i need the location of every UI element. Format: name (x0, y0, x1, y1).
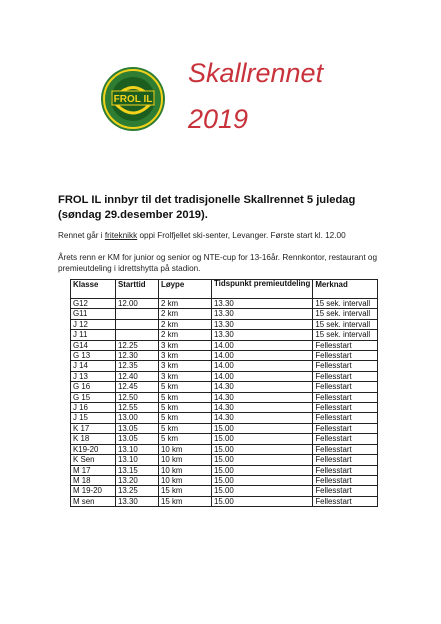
cell-starttid: 13.15 (116, 465, 159, 475)
cell-starttid: 12.30 (116, 351, 159, 361)
title-line2: 2019 (188, 104, 249, 134)
cell-loype: 10 km (159, 444, 212, 454)
cell-starttid (116, 330, 159, 340)
cell-merknad: Fellesstart (313, 382, 378, 392)
cell-merknad: Fellesstart (313, 361, 378, 371)
cell-starttid: 13.05 (116, 423, 159, 433)
cell-klasse: M 18 (71, 475, 116, 485)
cell-merknad: 15 sek. intervall (313, 299, 378, 309)
para1-after: oppi Frolfjellet ski-senter, Levanger. Første start kl. 12.00 (137, 231, 346, 240)
cell-starttid (116, 309, 159, 319)
cell-premieutdeling: 15.00 (212, 465, 313, 475)
table-row (71, 444, 378, 454)
cell-premieutdeling: 14.00 (212, 351, 313, 361)
cell-klasse: J 11 (71, 330, 116, 340)
cell-loype: 15 km (159, 486, 212, 496)
cell-loype: 5 km (159, 403, 212, 413)
cell-klasse: K 17 (71, 423, 116, 433)
cell-merknad: Fellesstart (313, 351, 378, 361)
cell-premieutdeling: 13.30 (212, 319, 313, 329)
cell-premieutdeling: 13.30 (212, 299, 313, 309)
cell-premieutdeling: 13.30 (212, 309, 313, 319)
cell-merknad: Fellesstart (313, 465, 378, 475)
cell-loype: 10 km (159, 465, 212, 475)
cell-merknad: 15 sek. intervall (313, 309, 378, 319)
table-row (71, 434, 378, 444)
intro-text: FROL IL innbyr til det tradisjonelle Skallrennet 5 juledag (søndag 29.desember 2019). (58, 194, 356, 221)
cell-loype: 5 km (159, 434, 212, 444)
table-row (71, 423, 378, 433)
cell-klasse: K Sen (71, 455, 116, 465)
col-header-starttid: Starttid (116, 280, 159, 299)
table-row (71, 403, 378, 413)
cell-starttid: 12.35 (116, 361, 159, 371)
cell-klasse: J 16 (71, 403, 116, 413)
table-row (71, 475, 378, 485)
table-row (71, 361, 378, 371)
table-row (71, 309, 378, 319)
cell-klasse: G 13 (71, 351, 116, 361)
cell-premieutdeling: 14.00 (212, 371, 313, 381)
cell-merknad: Fellesstart (313, 413, 378, 423)
cell-starttid (116, 319, 159, 329)
cell-merknad: Fellesstart (313, 434, 378, 444)
cell-loype: 3 km (159, 351, 212, 361)
cell-klasse: J 13 (71, 371, 116, 381)
cell-loype: 15 km (159, 496, 212, 506)
cell-klasse: G 15 (71, 392, 116, 402)
cell-merknad: Fellesstart (313, 392, 378, 402)
table-row (71, 371, 378, 381)
cell-klasse: K19-20 (71, 444, 116, 454)
schedule-table (70, 279, 378, 507)
cell-premieutdeling: 15.00 (212, 496, 313, 506)
cell-starttid: 12.55 (116, 403, 159, 413)
cell-starttid: 13.05 (116, 434, 159, 444)
cell-premieutdeling: 14.30 (212, 392, 313, 402)
logo-text: FROL IL (113, 94, 153, 105)
table-row (71, 330, 378, 340)
cell-merknad: Fellesstart (313, 486, 378, 496)
cell-premieutdeling: 15.00 (212, 434, 313, 444)
cell-premieutdeling: 15.00 (212, 486, 313, 496)
cell-loype: 2 km (159, 319, 212, 329)
cell-premieutdeling: 15.00 (212, 444, 313, 454)
cell-merknad: Fellesstart (313, 475, 378, 485)
friteknikk-link[interactable]: friteknikk (104, 231, 138, 240)
table-row (71, 340, 378, 350)
cell-merknad: Fellesstart (313, 403, 378, 413)
cell-premieutdeling: 14.30 (212, 403, 313, 413)
table-row (71, 465, 378, 475)
cell-starttid: 12.50 (116, 392, 159, 402)
cell-premieutdeling: 15.00 (212, 423, 313, 433)
cell-starttid: 12.25 (116, 340, 159, 350)
cell-loype: 5 km (159, 423, 212, 433)
cell-loype: 2 km (159, 309, 212, 319)
cell-klasse: J 15 (71, 413, 116, 423)
cell-starttid: 13.20 (116, 475, 159, 485)
frol-il-logo (100, 66, 166, 132)
cell-klasse: G14 (71, 340, 116, 350)
cell-loype: 3 km (159, 340, 212, 350)
col-header-merknad: Merknad (313, 280, 378, 299)
table-header-row (71, 280, 378, 299)
cell-starttid: 13.10 (116, 455, 159, 465)
cell-merknad: Fellesstart (313, 444, 378, 454)
table-row (71, 455, 378, 465)
cell-klasse: J 12 (71, 319, 116, 329)
cell-merknad: 15 sek. intervall (313, 330, 378, 340)
table-row (71, 496, 378, 506)
cell-loype: 10 km (159, 455, 212, 465)
cell-starttid: 12.40 (116, 371, 159, 381)
table-row (71, 382, 378, 392)
cell-klasse: G12 (71, 299, 116, 309)
cell-starttid: 12.45 (116, 382, 159, 392)
table-row (71, 351, 378, 361)
cell-klasse: J 14 (71, 361, 116, 371)
cell-loype: 5 km (159, 413, 212, 423)
cell-loype: 3 km (159, 371, 212, 381)
cell-merknad: Fellesstart (313, 423, 378, 433)
cell-premieutdeling: 14.00 (212, 361, 313, 371)
col-header-klasse: Klasse (71, 280, 116, 299)
cell-starttid: 13.25 (116, 486, 159, 496)
paragraph-event-info: Årets renn er KM for junior og senior og NTE-cup for 13-16år. Rennkontor, restaurant og premieutdeling i idrettshytta på stadion. (58, 253, 378, 273)
cell-loype: 5 km (159, 382, 212, 392)
cell-merknad: 15 sek. intervall (313, 319, 378, 329)
cell-klasse: M 17 (71, 465, 116, 475)
cell-starttid: 13.10 (116, 444, 159, 454)
cell-starttid: 12.00 (116, 299, 159, 309)
cell-premieutdeling: 15.00 (212, 455, 313, 465)
cell-klasse: G11 (71, 309, 116, 319)
cell-loype: 2 km (159, 299, 212, 309)
cell-merknad: Fellesstart (313, 340, 378, 350)
cell-klasse: M 19-20 (71, 486, 116, 496)
cell-merknad: Fellesstart (313, 371, 378, 381)
title-line1: Skallrennet (188, 58, 324, 88)
cell-klasse: G 16 (71, 382, 116, 392)
cell-merknad: Fellesstart (313, 496, 378, 506)
paragraph-start-info (58, 230, 398, 241)
table-row (71, 392, 378, 402)
para1-before: Rennet går i (58, 231, 105, 240)
table-row (71, 319, 378, 329)
cell-starttid: 13.00 (116, 413, 159, 423)
cell-premieutdeling: 13.30 (212, 330, 313, 340)
cell-premieutdeling: 14.30 (212, 413, 313, 423)
table-body (71, 299, 378, 507)
cell-klasse: K 18 (71, 434, 116, 444)
table-row (71, 299, 378, 309)
col-header-premieutdeling: Tidspunkt premieutdeling (212, 280, 313, 299)
cell-premieutdeling: 14.30 (212, 382, 313, 392)
cell-premieutdeling: 14.00 (212, 340, 313, 350)
cell-loype: 2 km (159, 330, 212, 340)
cell-merknad: Fellesstart (313, 455, 378, 465)
cell-klasse: M sen (71, 496, 116, 506)
col-header-loype: Løype (159, 280, 212, 299)
cell-loype: 5 km (159, 392, 212, 402)
cell-starttid: 13.30 (116, 496, 159, 506)
table-row (71, 413, 378, 423)
table-row (71, 486, 378, 496)
cell-loype: 10 km (159, 475, 212, 485)
cell-loype: 3 km (159, 361, 212, 371)
cell-premieutdeling: 15.00 (212, 475, 313, 485)
